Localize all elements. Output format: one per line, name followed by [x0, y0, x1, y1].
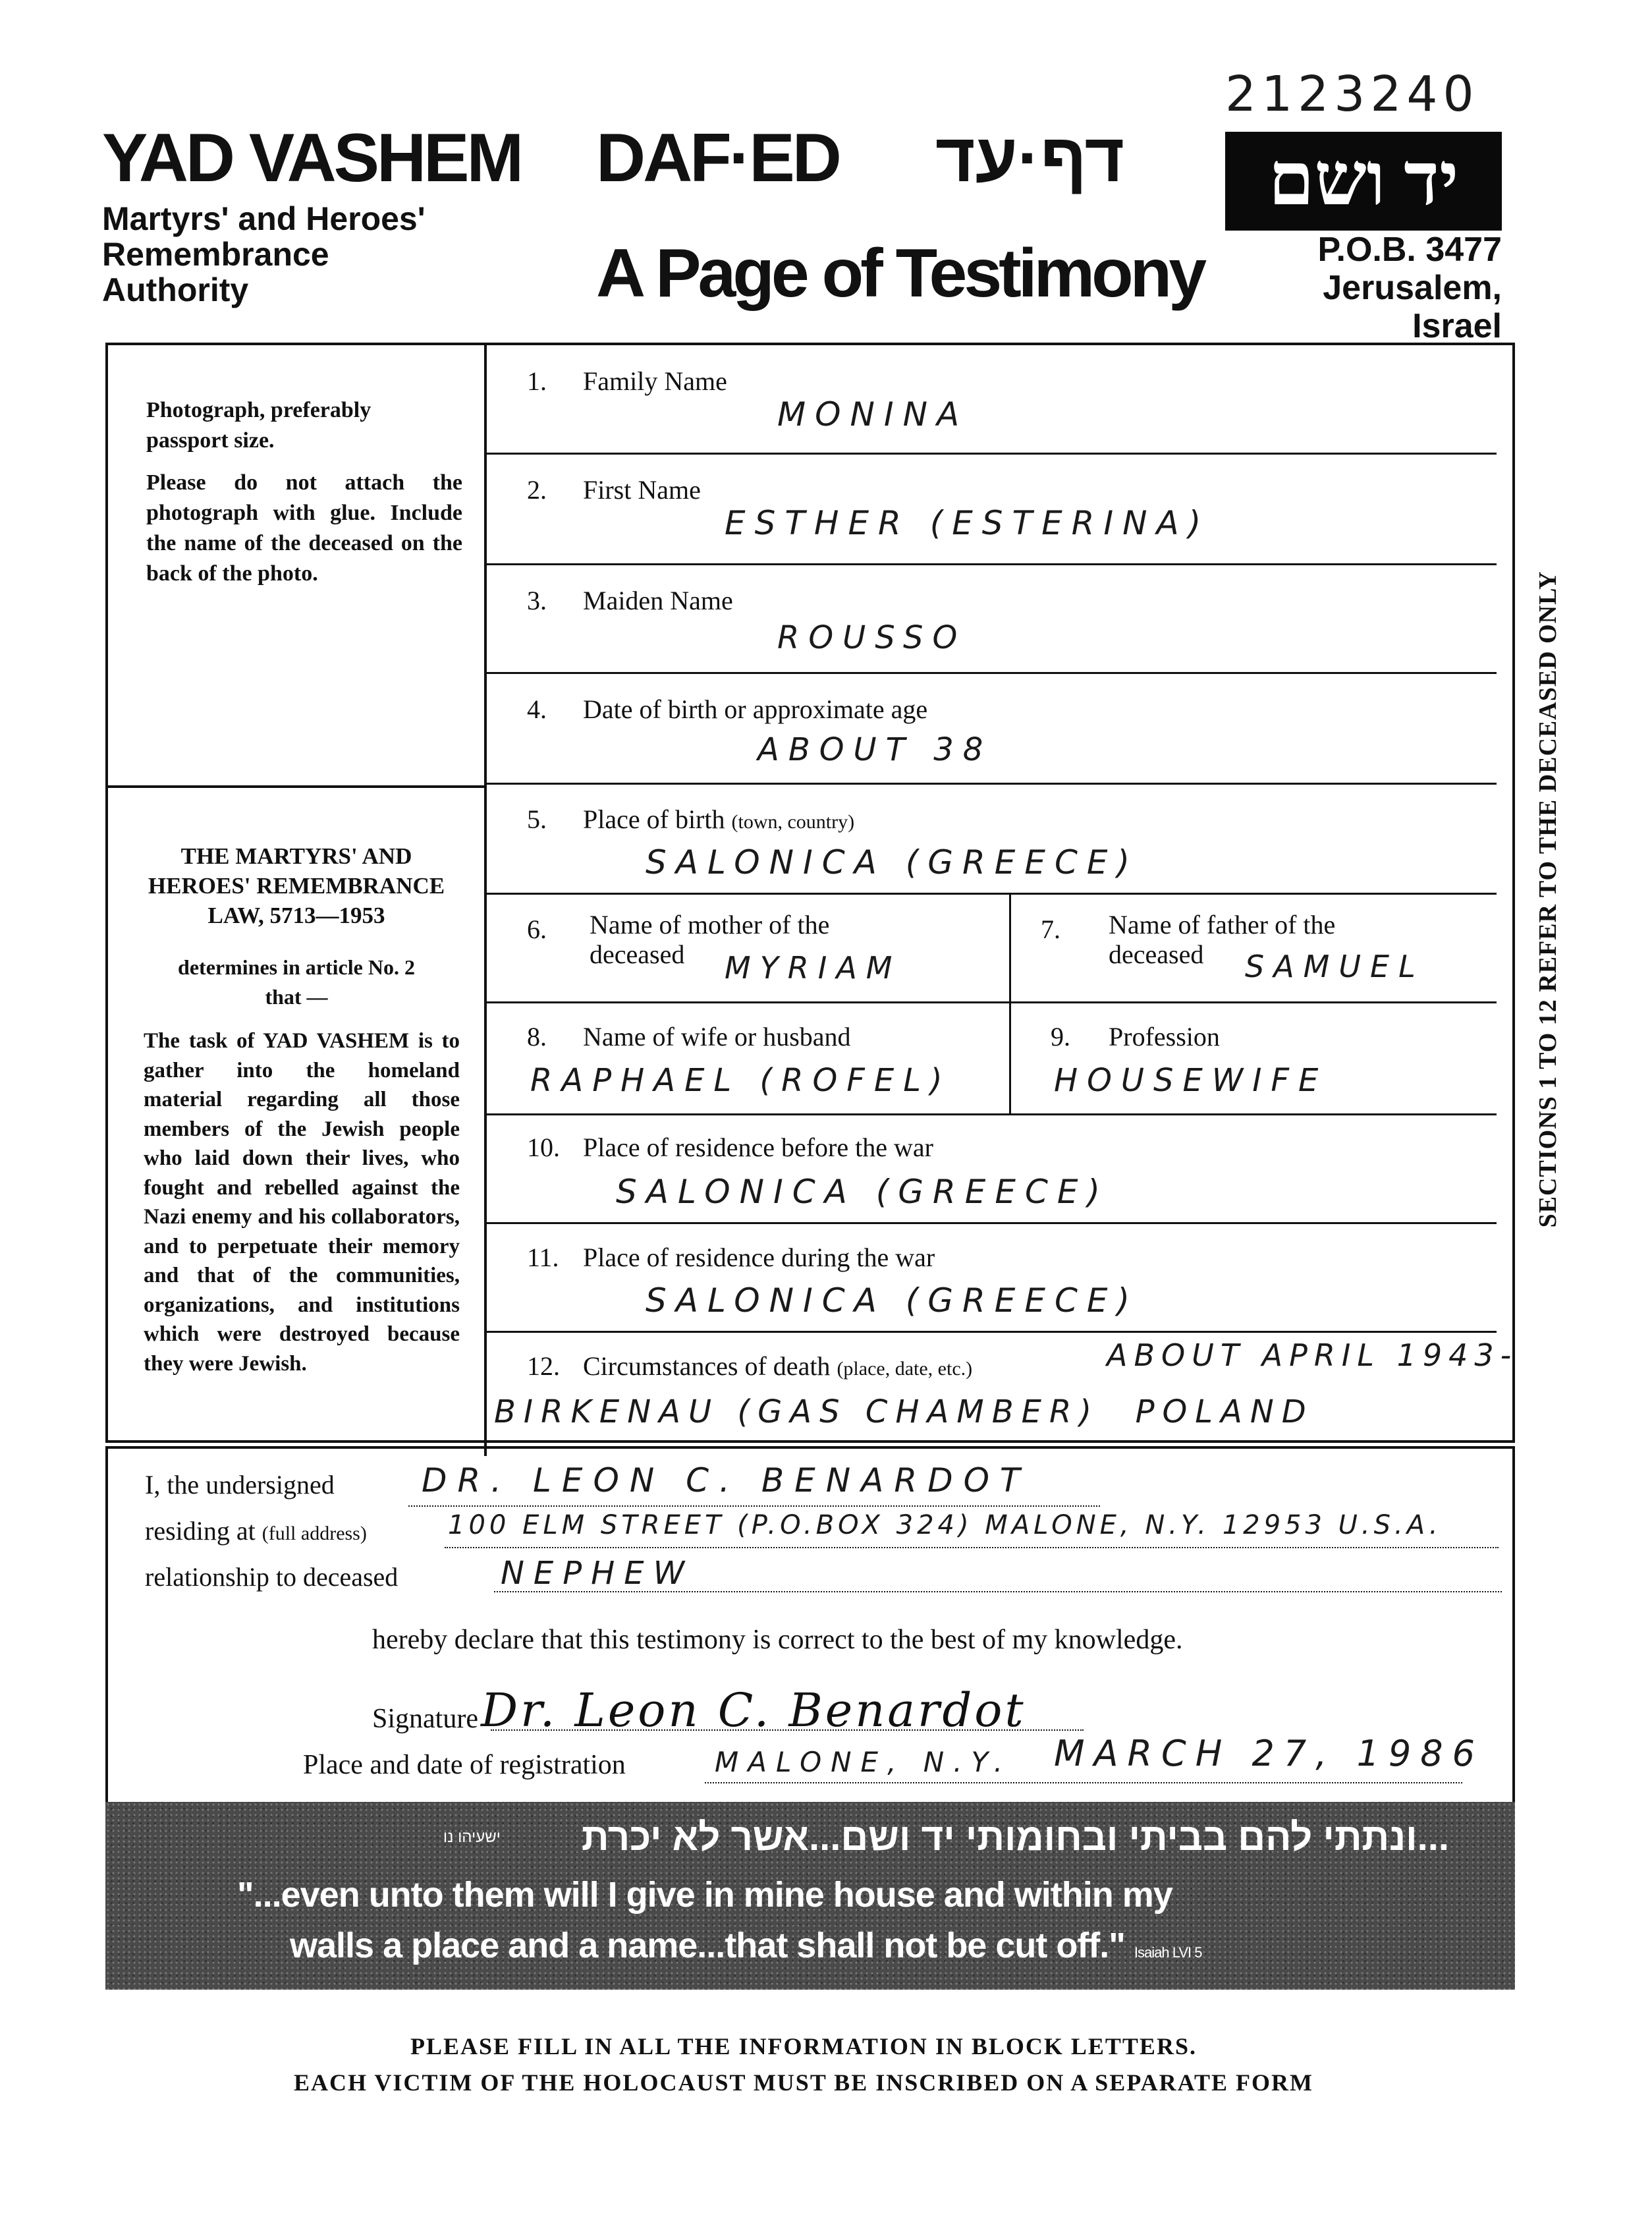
relationship-value[interactable]: NEPHEW: [501, 1555, 694, 1592]
photo-box-note: Please do not attach the photograph with glue. Include the name of the deceased on the back of the photo.: [146, 470, 462, 586]
banner-quote-ref: Isaiah LVI 5: [1134, 1944, 1202, 1961]
field-1-value[interactable]: MONINA: [777, 395, 969, 434]
field-5-label: [583, 804, 854, 835]
org-name: YAD VASHEM: [102, 120, 522, 196]
field-3-label: Maiden Name: [583, 586, 733, 615]
field-7-label: Name of father of the: [1109, 910, 1336, 939]
banner-quote-line-2-text: walls a place and a name...that shall not be cut off.": [290, 1926, 1125, 1965]
page-title: A Page of Testimony: [596, 235, 1204, 312]
field-5-number: 5.: [527, 804, 547, 834]
undersigned-label: I, the undersigned: [145, 1470, 335, 1499]
field-9-number: 9.: [1051, 1022, 1070, 1051]
field-11-number: 11.: [527, 1243, 559, 1272]
field-10-number: 10.: [527, 1133, 560, 1162]
law-sub-1: determines in article No. 2: [178, 955, 415, 979]
field-2-number: 2.: [527, 475, 547, 505]
residing-label-text: residing at: [145, 1516, 256, 1546]
footer-instruction-2: EACH VICTIM OF THE HOLOCAUST MUST BE INSCRIBED ON A SEPARATE FORM: [294, 2069, 1313, 2096]
hebrew-title: דף·עד: [935, 120, 1125, 196]
undersigned-value[interactable]: DR. LEON C. BENARDOT: [422, 1461, 1031, 1499]
field-6-label-2: deceased: [590, 939, 685, 969]
sections-side-text: SECTIONS 1 TO 12 REFER TO THE DECEASED ONLY: [1534, 571, 1562, 1228]
field-5-label-text: Place of birth: [583, 804, 725, 834]
field-2-value[interactable]: ESTHER (ESTERINA): [725, 504, 1211, 542]
field-8-number: 8.: [527, 1022, 547, 1051]
field-12-value-2[interactable]: BIRKENAU (GAS CHAMBER) POLAND: [494, 1393, 1314, 1430]
field-2-label: First Name: [583, 475, 701, 505]
relationship-label: relationship to deceased: [145, 1562, 399, 1592]
daf-ed-title: DAF·ED: [596, 120, 839, 196]
field-1-number: 1.: [527, 366, 547, 396]
signature-label: Signature: [372, 1704, 478, 1734]
date-value[interactable]: MARCH 27, 1986: [1054, 1733, 1484, 1774]
banner-quote-line-1: "...even unto them will I give in mine house and within my: [237, 1875, 1172, 1915]
org-subtitle-2: Remembrance: [102, 236, 329, 273]
field-9-value[interactable]: HOUSEWIFE: [1054, 1062, 1328, 1099]
field-6-number: 6.: [527, 914, 547, 944]
footer-instruction-1: PLEASE FILL IN ALL THE INFORMATION IN BLOCK LETTERS.: [410, 2033, 1197, 2059]
field-8-label: Name of wife or husband: [583, 1022, 851, 1051]
declaration-statement: hereby declare that this testimony is correct to the best of my knowledge.: [372, 1625, 1183, 1655]
field-3-number: 3.: [527, 586, 547, 615]
field-11-value[interactable]: SALONICA (GREECE): [646, 1281, 1139, 1320]
field-9-label: Profession: [1109, 1022, 1220, 1051]
field-12-label-text: Circumstances of death: [583, 1351, 831, 1381]
field-12-value[interactable]: ABOUT APRIL 1943-: [1107, 1337, 1518, 1373]
field-6-value[interactable]: MYRIAM: [725, 950, 902, 986]
field-8-value[interactable]: RAPHAEL (ROFEL): [530, 1062, 952, 1099]
field-1-label: Family Name: [583, 366, 727, 396]
document-number: 2123240: [1225, 66, 1479, 123]
field-10-value[interactable]: SALONICA (GREECE): [616, 1173, 1109, 1211]
banner-hebrew: ...ונתתי להם בביתי ובחומותי יד ושם...אשר לא יכרת: [581, 1816, 1449, 1859]
residing-label-hint: (full address): [262, 1523, 367, 1544]
field-5-value[interactable]: SALONICA (GREECE): [646, 843, 1139, 882]
field-5-label-hint: (town, country): [731, 811, 855, 833]
law-heading-3: LAW, 5713—1953: [207, 903, 385, 928]
field-7-label-2: deceased: [1109, 939, 1204, 969]
city-address: Jerusalem, Israel: [1323, 269, 1502, 345]
field-12-number: 12.: [527, 1351, 560, 1381]
logo-hebrew-text: יד ושם: [1268, 139, 1459, 221]
field-11-label: Place of residence during the war: [583, 1243, 935, 1272]
residing-value[interactable]: 100 ELM STREET (P.O.BOX 324) MALONE, N.Y. 12953 U.S.A.: [448, 1510, 1442, 1540]
field-6-label: Name of mother of the: [590, 910, 830, 939]
field-10-label: Place of residence before the war: [583, 1133, 933, 1162]
field-7-number: 7.: [1041, 914, 1060, 944]
logo-box: [1225, 132, 1502, 231]
law-body: The task of YAD VASHEM is to gather into the homeland material regarding all those members of the Jewish people who laid down their lives, who fought and rebelled against the Nazi enemy and his collaborators, and to perpetuate their memory and that of the communities, organizations, and institutions which were destroyed because they were Jewish.: [144, 1029, 460, 1376]
field-4-number: 4.: [527, 694, 547, 724]
photo-box-title: Photograph, preferably passport size.: [146, 398, 372, 453]
field-12-label-hint: (place, date, etc.): [837, 1358, 973, 1380]
field-7-value[interactable]: SAMUEL: [1245, 949, 1425, 984]
org-subtitle-1: Martyrs' and Heroes': [102, 200, 426, 237]
quote-banner: [105, 1802, 1515, 1990]
law-heading-2: HEROES' REMEMBRANCE: [148, 873, 445, 899]
field-12-label: [583, 1351, 972, 1382]
residing-label: [145, 1515, 367, 1546]
field-3-value[interactable]: ROUSSO: [777, 619, 967, 656]
banner-hebrew-ref: ישעיהו נו: [443, 1828, 501, 1846]
signature-value[interactable]: Dr. Leon C. Benardot: [481, 1683, 1026, 1737]
field-4-value[interactable]: ABOUT 38: [757, 731, 993, 768]
place-value[interactable]: MALONE, N.Y.: [715, 1746, 1012, 1778]
place-date-label: Place and date of registration: [303, 1750, 626, 1780]
law-sub-2: that —: [265, 985, 328, 1009]
org-subtitle-3: Authority: [102, 271, 249, 308]
law-heading-1: THE MARTYRS' AND: [180, 843, 412, 869]
banner-quote-line-2: [290, 1924, 1201, 1975]
field-4-label: Date of birth or approximate age: [583, 694, 928, 724]
pob-address: P.O.B. 3477: [1317, 231, 1502, 269]
